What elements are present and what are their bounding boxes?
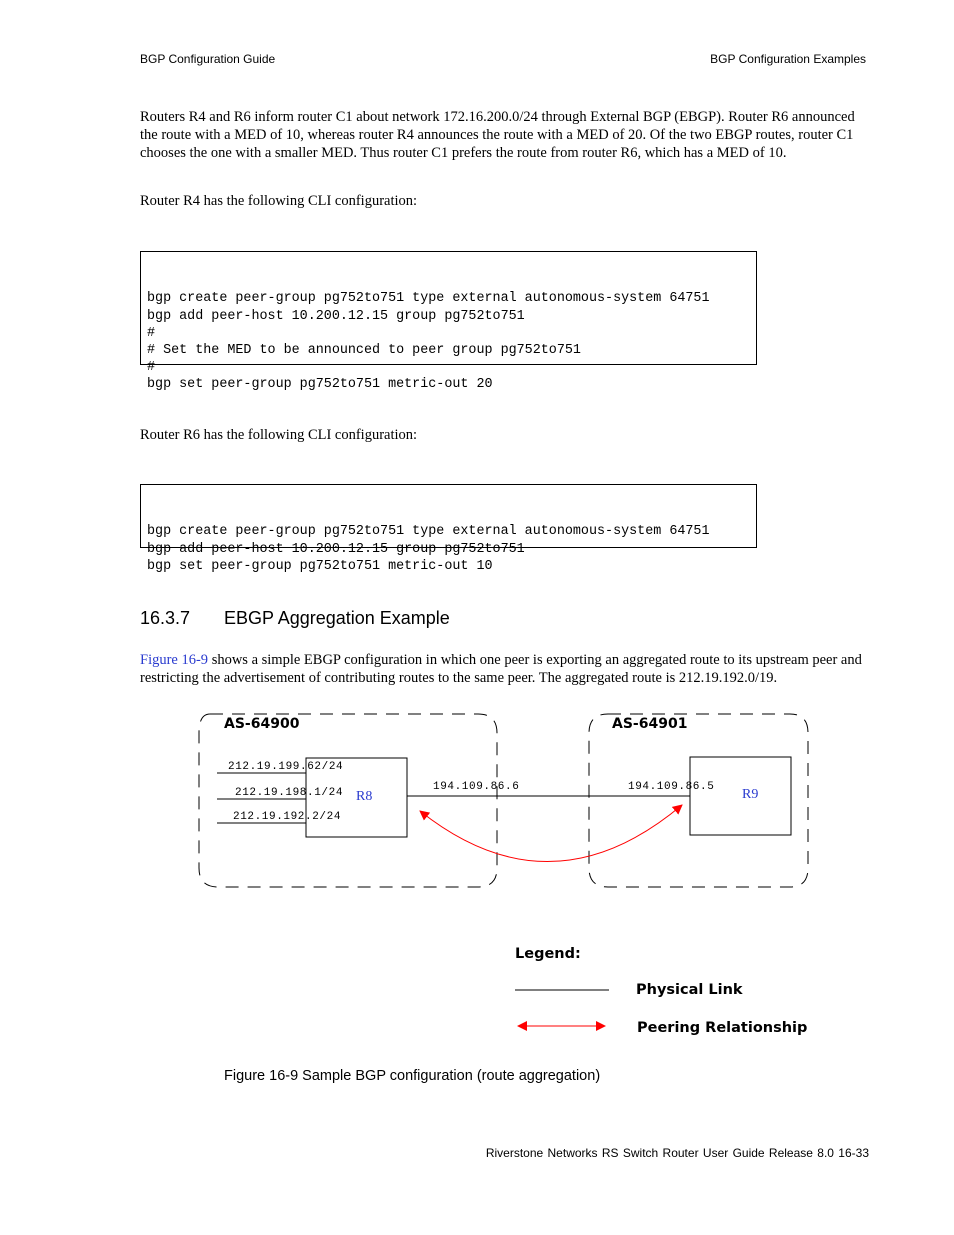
figure-link[interactable]: Figure 16-9: [140, 652, 209, 668]
code-line: # Set the MED to be announced to peer group pg752to751: [147, 343, 581, 359]
code-line: bgp set peer-group pg752to751 metric-out 10: [147, 558, 493, 574]
subnet-label: 212.19.198.1/24: [235, 787, 344, 799]
code-line: #: [147, 360, 156, 376]
as-64900-label: AS-64900: [224, 716, 300, 732]
running-header-left: BGP Configuration Guide: [140, 52, 276, 66]
aggregation-text: shows a simple EBGP configuration in which one peer is exporting an aggregated route to its upstream peer and restricting the advertisement of contributing routes to the same peer. The aggregated route is 212.19.192.0/19.: [140, 652, 862, 687]
code-line: bgp set peer-group pg752to751 metric-out 20: [147, 377, 493, 393]
code-line: bgp add peer-host 10.200.12.15 group pg752to751: [147, 541, 525, 557]
as-64901-label: AS-64901: [612, 716, 688, 732]
router-r9-box: [690, 757, 791, 835]
link-ip-left: 194.109.86.6: [433, 781, 520, 793]
legend-title: Legend:: [515, 946, 581, 962]
code-line: #: [147, 325, 156, 341]
running-header-right: BGP Configuration Examples: [710, 52, 866, 66]
intro-paragraph: Routers R4 and R6 inform router C1 about network 172.16.200.0/24 through External BGP (EBGP). Router R6 announced the route with a MED of 10, whereas router R4 announces the route with a MED of 20. Of the two EBGP routes, router C1 chooses the one with a smaller MED. Thus router C1 prefers the route from router R6, which has a MED of 10.: [140, 109, 855, 162]
section-number: 16.3.7: [140, 608, 191, 628]
section-title: EBGP Aggregation Example: [224, 608, 450, 628]
peering-relationship-arc: [420, 805, 682, 862]
legend-peering-label: Peering Relationship: [637, 1020, 808, 1036]
legend-physical-label: Physical Link: [636, 982, 743, 998]
running-footer: Riverstone Networks RS Switch Router User Guide Release 8.0 16-33: [485, 1146, 869, 1160]
subnet-label: 212.19.199.62/24: [228, 761, 344, 773]
subnet-label: 212.19.192.2/24: [233, 811, 342, 823]
link-ip-right: 194.109.86.5: [628, 781, 715, 793]
figure-caption: Figure 16-9 Sample BGP configuration (route aggregation): [224, 1068, 601, 1084]
router-r9-label: R9: [742, 787, 759, 802]
router-r8-label: R8: [356, 789, 373, 804]
code-line: bgp create peer-group pg752to751 type external autonomous-system 64751: [147, 291, 710, 307]
r4-config-intro: Router R4 has the following CLI configuration:: [140, 193, 418, 209]
code-line: bgp add peer-host 10.200.12.15 group pg752to751: [147, 308, 525, 324]
code-line: bgp create peer-group pg752to751 type external autonomous-system 64751: [147, 524, 710, 540]
r6-config-intro: Router R6 has the following CLI configuration:: [140, 427, 418, 443]
